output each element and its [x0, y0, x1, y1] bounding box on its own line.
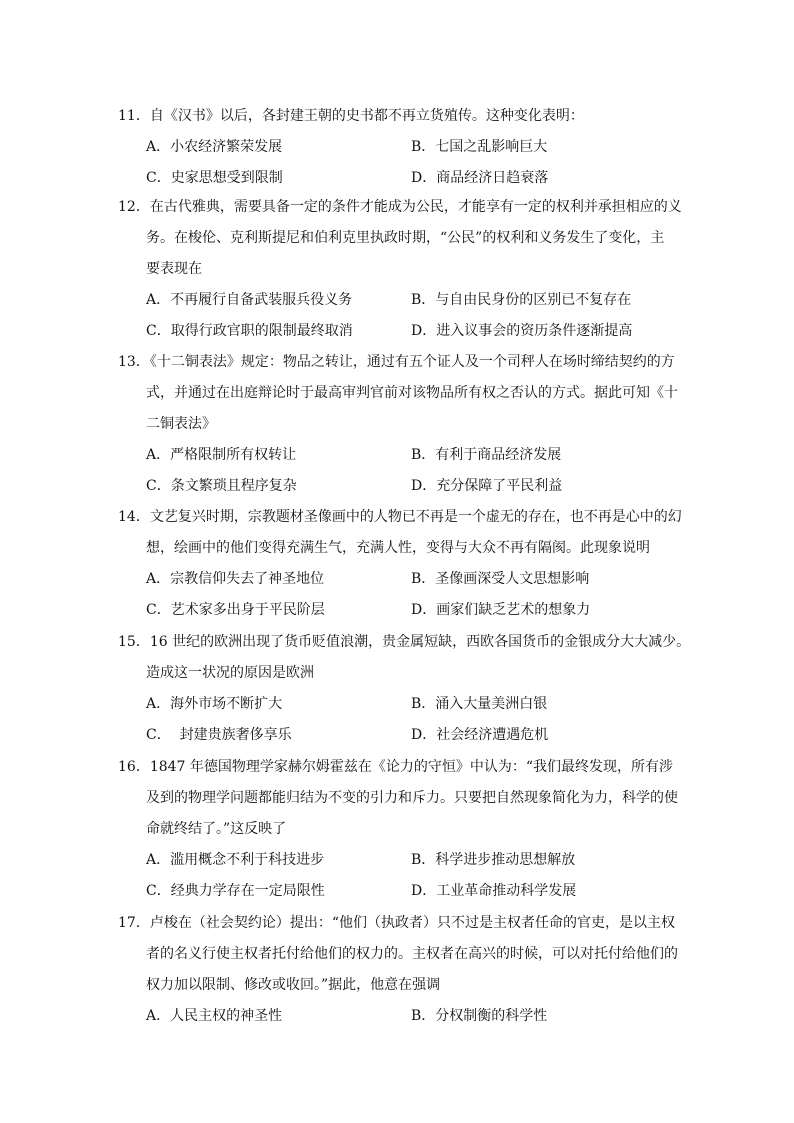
option-d: D．充分保障了平民利益 [411, 478, 563, 494]
question-stem [118, 627, 691, 689]
question-17 [118, 908, 678, 1032]
option-c: C．艺术家多出身于平民阶层 [146, 602, 325, 618]
options [118, 1001, 678, 1032]
stem-line: 式，并通过在出庭辩论时于最高审判官前对该物品所有权之否认的方式。据此可知《十 [146, 385, 678, 401]
option-d: D．商品经济日趋衰落 [411, 170, 549, 186]
option-b: B．分权制衡的科学性 [411, 1008, 548, 1024]
stem-line: 权力加以限制、修改或收回。”据此，他意在强调 [146, 977, 441, 993]
stem-line: 命就终结了。”这反映了 [146, 821, 287, 837]
stem-line: 及到的物理学问题都能归结为不变的引力和斥力。只要把自然现象简化为力，科学的使 [146, 790, 678, 806]
option-d: D．进入议事会的资历条件逐渐提高 [411, 323, 633, 339]
option-b: B．有利于商品经济发展 [411, 447, 562, 463]
options [118, 440, 678, 502]
option-c: C．取得行政官职的限制最终取消 [146, 323, 353, 339]
question-16 [118, 752, 678, 907]
option-c: C．条文繁琐且程序复杂 [146, 478, 297, 494]
options [118, 132, 678, 194]
question-stem [118, 192, 682, 285]
stem-line: 17．卢梭在（社会契约论）提出：“他们（执政者）只不过是主权者任命的官吏，是以主权 [118, 915, 675, 931]
stem-line: 11．自《汉书》以后，各封建王朝的史书都不再立货殖传。这种变化表明： [118, 108, 584, 124]
stem-line: 要表现在 [146, 261, 202, 277]
options [118, 689, 678, 751]
option-c: C． 封建贵族奢侈享乐 [146, 727, 292, 743]
option-d: D．工业革命推动科学发展 [411, 883, 577, 899]
option-a: A．不再履行自备武装服兵役义务 [146, 292, 353, 308]
stem-line: 12．在古代雅典，需要具备一定的条件才能成为公民，才能享有一定的权利并承担相应的义 [118, 199, 682, 215]
question-11 [118, 101, 678, 194]
stem-line: 14．文艺复兴时期，宗教题材圣像画中的人物已不再是一个虚无的存在，也不再是心中的幻 [118, 509, 682, 525]
options [118, 845, 678, 907]
option-d: D．画家们缺乏艺术的想象力 [411, 602, 591, 618]
stem-line: 16．1847 年德国物理学家赫尔姆霍兹在《论力的守恒》中认为：“我们最终发现，所有涉 [118, 759, 674, 775]
question-14 [118, 502, 682, 626]
stem-line: 13．《十二铜表法》规定：物品之转让，通过有五个证人及一个司秤人在场时缔结契约的方 [118, 354, 675, 370]
option-a: A．人民主权的神圣性 [146, 1008, 283, 1024]
question-stem [118, 752, 678, 845]
option-a: A．宗教信仰失去了神圣地位 [146, 571, 325, 587]
stem-line: 造成这一状况的原因是欧洲 [146, 665, 314, 681]
stem-line: 二铜表法》 [146, 416, 216, 432]
stem-line: 15．16 世纪的欧洲出现了货币贬值浪潮，贵金属短缺，西欧各国货币的金银成分大大减少。 [118, 634, 691, 650]
question-13 [118, 347, 678, 502]
stem-line: 务。在梭伦、克利斯提尼和伯利克里执政时期，“公民”的权利和义务发生了变化，主 [146, 230, 665, 246]
stem-line: 者的名义行使主权者托付给他们的权力的。主权者在高兴的时候，可以对托付给他们的 [146, 946, 678, 962]
question-stem [118, 347, 678, 440]
option-c: C．经典力学存在一定局限性 [146, 883, 325, 899]
option-b: B．七国之乱影响巨大 [411, 139, 548, 155]
option-a: A．海外市场不断扩大 [146, 696, 283, 712]
question-12 [118, 192, 682, 347]
question-stem [118, 101, 678, 132]
options [118, 564, 678, 626]
option-a: A．滥用概念不利于科技进步 [146, 852, 325, 868]
option-b: B．科学进步推动思想解放 [411, 852, 576, 868]
option-b: B．圣像画深受人文思想影响 [411, 571, 590, 587]
option-a: A．严格限制所有权转让 [146, 447, 297, 463]
option-b: B．与自由民身份的区别已不复存在 [411, 292, 632, 308]
question-15 [118, 627, 691, 751]
question-stem [118, 502, 682, 564]
option-c: C．史家思想受到限制 [146, 170, 283, 186]
option-d: D．社会经济遭遇危机 [411, 727, 549, 743]
option-a: A．小农经济繁荣发展 [146, 139, 283, 155]
option-b: B．涌入大量美洲白银 [411, 696, 548, 712]
question-stem [118, 908, 678, 1001]
stem-line: 想，绘画中的他们变得充满生气，充满人性，变得与大众不再有隔阂。此现象说明 [146, 540, 650, 556]
options [118, 285, 678, 347]
